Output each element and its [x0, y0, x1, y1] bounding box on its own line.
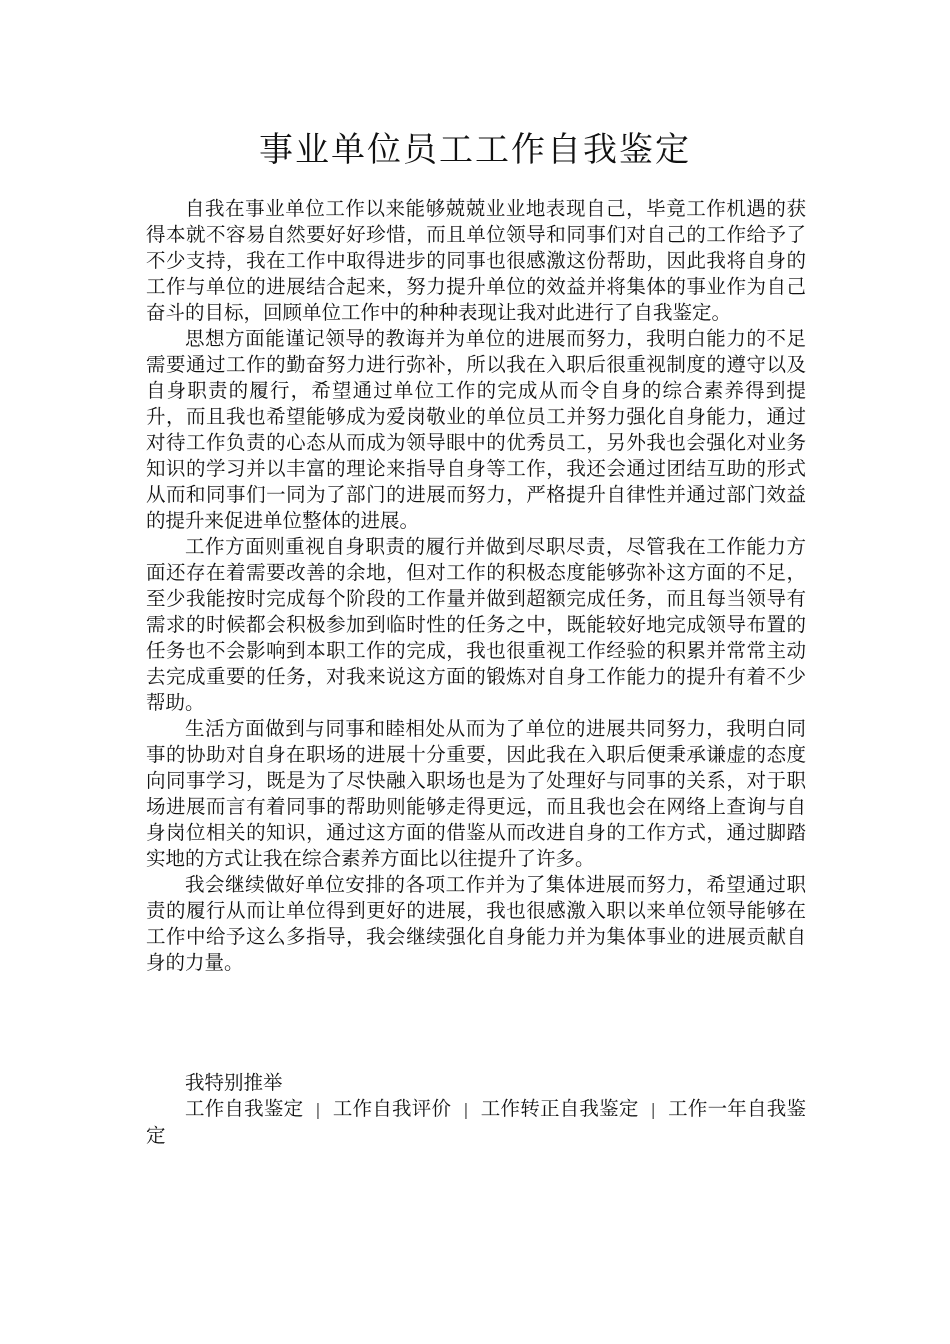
recommend-link-self-evaluation[interactable]: 工作自我评价: [332, 1097, 452, 1120]
recommendation-section: [146, 1070, 806, 1149]
recommend-link-probation-appraisal[interactable]: 工作转正自我鉴定: [480, 1097, 639, 1120]
document-title: 事业单位员工工作自我鉴定: [259, 130, 691, 170]
paragraph-work: 工作方面则重视自身职责的履行并做到尽职尽责，尽管我在工作能力方面还存在着需要改善的余地，但对工作的积极态度能够弥补这方面的不足，至少我能按时完成每个阶段的工作量并做到超额完成任务，而且每当领导有需求的时候都会积极参加到临时性的任务之中，既能较好地完成领导布置的任务也不会影响到本职工作的完成，我也很重视工作经验的积累并常常主动去完成重要的任务，对我来说这方面的锻炼对自身工作能力的提升有着不少帮助。: [146, 535, 806, 714]
link-separator: |: [315, 1100, 321, 1119]
document-body: [146, 196, 806, 976]
recommendation-heading: 我特别推举: [185, 1071, 283, 1094]
recommend-link-one-year-appraisal[interactable]: 工作一年自我鉴定: [146, 1097, 806, 1147]
paragraph-life: 生活方面做到与同事和睦相处从而为了单位的进展共同努力，我明白同事的协助对自身在职场的进展十分重要，因此我在入职后便秉承谦虚的态度向同事学习，既是为了尽快融入职场也是为了处理好与同事的关系，对于职场进展而言有着同事的帮助则能够走得更远，而且我也会在网络上查询与自身岗位相关的知识，通过这方面的借鉴从而改进自身的工作方式，通过脚踏实地的方式让我在综合素养方面比以往提升了许多。: [146, 717, 806, 870]
paragraph-intro: 自我在事业单位工作以来能够兢兢业业地表现自己，毕竟工作机遇的获得本就不容易自然要好好珍惜，而且单位领导和同事们对自己的工作给予了不少支持，我在工作中取得进步的同事也很感激这份帮助，因此我将自身的工作与单位的进展结合起来，努力提升单位的效益并将集体的事业作为自己奋斗的目标，回顾单位工作中的种种表现让我对此进行了自我鉴定。: [146, 197, 806, 324]
link-separator: |: [650, 1100, 656, 1119]
recommend-link-self-appraisal[interactable]: 工作自我鉴定: [185, 1097, 304, 1120]
paragraph-conclusion: 我会继续做好单位安排的各项工作并为了集体进展而努力，希望通过职责的履行从而让单位得到更好的进展，我也很感激入职以来单位领导能够在工作中给予这么多指导，我会继续强化自身能力并为集体事业的进展贡献自身的力量。: [146, 873, 806, 974]
link-separator: |: [463, 1100, 469, 1119]
recommendation-links: [146, 1096, 806, 1149]
paragraph-thought: 思想方面能谨记领导的教诲并为单位的进展而努力，我明白能力的不足需要通过工作的勤奋努力进行弥补，所以我在入职后很重视制度的遵守以及自身职责的履行，希望通过单位工作的完成从而令自身的综合素养得到提升，而且我也希望能够成为爱岗敬业的单位员工并努力强化自身能力，通过对待工作负责的心态从而成为领导眼中的优秀员工，另外我也会强化对业务知识的学习并以丰富的理论来指导自身等工作，我还会通过团结互助的形式从而和同事们一同为了部门的进展而努力，严格提升自律性并通过部门效益的提升来促进单位整体的进展。: [146, 327, 806, 532]
